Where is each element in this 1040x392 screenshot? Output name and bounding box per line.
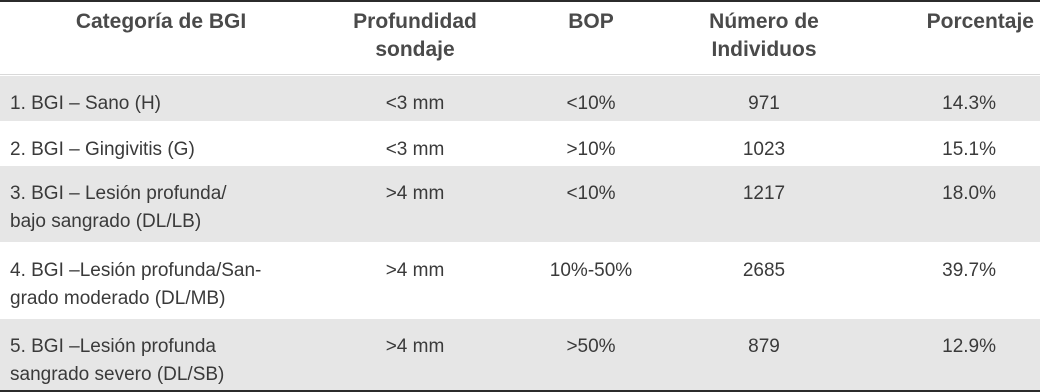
cell-porcentaje: 18.0% (942, 183, 996, 204)
cell-bop: >50% (566, 336, 616, 357)
cell-porcentaje: 39.7% (942, 260, 996, 281)
categoria-line: 3. BGI – Lesión profunda/ (10, 183, 227, 204)
header-categoria (0, 2, 322, 74)
header-categoria-text: Categoría de BGI (75, 10, 247, 33)
cell-profundidad: >4 mm (385, 183, 445, 204)
cell-profundidad: >4 mm (385, 336, 445, 357)
cell-bop: >10% (566, 139, 616, 160)
cell-bop: <10% (566, 93, 616, 114)
cell-porcentaje: 15.1% (942, 139, 996, 160)
header-porcentaje-text: Porcentaje (926, 10, 1034, 33)
categoria-line: 5. BGI –Lesión profunda (10, 336, 216, 357)
header-profundidad-line1: Profundidad (353, 10, 477, 33)
cell-porcentaje: 14.3% (942, 93, 996, 114)
cell-profundidad: <3 mm (385, 139, 445, 160)
categoria-line: 1. BGI – Sano (H) (10, 93, 162, 114)
cell-numero: 2685 (742, 260, 786, 281)
categoria-line: sangrado severo (DL/SB) (10, 364, 225, 385)
header-numero (674, 2, 854, 74)
table-row (0, 318, 1040, 390)
header-porcentaje (854, 2, 1040, 74)
header-numero-line2: Individuos (711, 38, 817, 61)
header-bop-text: BOP (568, 10, 614, 33)
cell-numero: 879 (748, 336, 780, 357)
cell-categoria (0, 122, 322, 165)
categoria-line: 4. BGI –Lesión profunda/San- (10, 260, 262, 281)
cell-porcentaje: 12.9% (942, 336, 996, 357)
categoria-line: grado moderado (DL/MB) (10, 288, 226, 309)
cell-categoria (0, 319, 322, 390)
cell-categoria (0, 76, 322, 121)
cell-profundidad: <3 mm (385, 93, 445, 114)
categoria-line: 2. BGI – Gingivitis (G) (10, 139, 195, 160)
cell-categoria (0, 243, 322, 318)
cell-profundidad: >4 mm (385, 260, 445, 281)
table-row (0, 75, 1040, 121)
header-profundidad-line2: sondaje (375, 38, 455, 61)
table-header-row (0, 2, 1040, 75)
cell-bop: 10%-50% (549, 260, 633, 281)
header-profundidad (322, 2, 508, 74)
table-row (0, 242, 1040, 318)
cell-numero: 1023 (742, 139, 786, 160)
table-row (0, 121, 1040, 165)
cell-numero: 971 (748, 93, 780, 114)
header-bop (508, 2, 674, 74)
cell-categoria (0, 166, 322, 242)
cell-bop: <10% (566, 183, 616, 204)
table-row (0, 165, 1040, 242)
cell-numero: 1217 (742, 183, 786, 204)
header-numero-line1: Número de (709, 10, 819, 33)
categoria-line: bajo sangrado (DL/LB) (10, 211, 202, 232)
